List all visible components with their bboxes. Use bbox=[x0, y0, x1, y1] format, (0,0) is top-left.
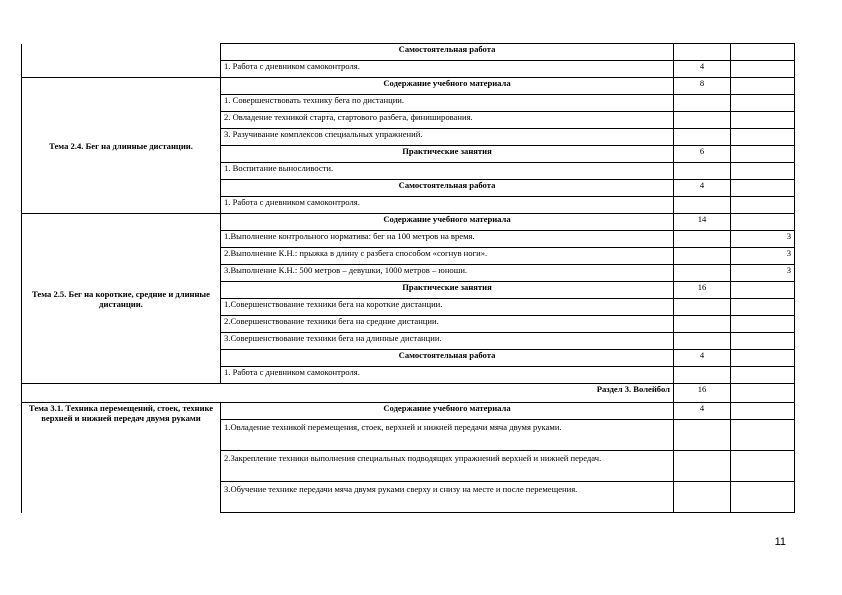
list-item: 1.Выполнение контрольного норматива: бег на 100 метров на время. bbox=[221, 231, 674, 248]
topic-2-5: Тема 2.5. Бег на короткие, средние и длинные дистанции. bbox=[22, 214, 221, 384]
hours-cell: 4 bbox=[674, 61, 731, 78]
list-item: 2.Выполнение К.Н.: прыжка в длину с разбега способом «согнув ноги». bbox=[221, 248, 674, 265]
self-work-header: Самостоятельная работа bbox=[221, 350, 674, 367]
list-item: 2.Совершенствование техники бега на средние дистанции. bbox=[221, 316, 674, 333]
list-item: 3.Обучение технике передачи мяча двумя руками сверху и снизу на месте и после перемещения. bbox=[221, 482, 674, 513]
hours-cell: 14 bbox=[674, 214, 731, 231]
level-cell: 3 bbox=[731, 231, 795, 248]
list-item: 1.Совершенствование техники бега на короткие дистанции. bbox=[221, 299, 674, 316]
hours-cell: 16 bbox=[674, 384, 731, 403]
list-item: 2.Закрепление техники выполнения специальных подводящих упражнений верхней и нижней передач. bbox=[221, 451, 674, 482]
list-item: 3. Разучивание комплексов специальных упражнений. bbox=[221, 129, 674, 146]
hours-cell: 6 bbox=[674, 146, 731, 163]
level-cell: 3 bbox=[731, 265, 795, 282]
content-header: Содержание учебного материала bbox=[221, 214, 674, 231]
hours-cell: 4 bbox=[674, 403, 731, 420]
practice-header: Практические занятия bbox=[221, 282, 674, 299]
topic-cell-empty bbox=[22, 44, 221, 78]
page-number: 11 bbox=[774, 536, 786, 548]
hours-cell: 4 bbox=[674, 180, 731, 197]
hours-cell: 16 bbox=[674, 282, 731, 299]
topic-2-4: Тема 2.4. Бег на длинные дистанции. bbox=[22, 78, 221, 214]
hours-cell: 8 bbox=[674, 78, 731, 95]
list-item: 1. Работа с дневником самоконтроля. bbox=[221, 367, 674, 384]
section-title: Раздел 3. Волейбол bbox=[22, 384, 674, 403]
list-item: 1. Работа с дневником самоконтроля. bbox=[221, 61, 674, 78]
hours-cell: 4 bbox=[674, 350, 731, 367]
level-cell: 3 bbox=[731, 248, 795, 265]
content-header: Содержание учебного материала bbox=[221, 403, 674, 420]
list-item: 1. Работа с дневником самоконтроля. bbox=[221, 197, 674, 214]
list-item: 1. Совершенствовать технику бега по дистанции. bbox=[221, 95, 674, 112]
list-item: 3.Выполнение К.Н.: 500 метров – девушки, 1000 метров – юноши. bbox=[221, 265, 674, 282]
content-header: Содержание учебного материала bbox=[221, 78, 674, 95]
list-item: 1. Воспитание выносливости. bbox=[221, 163, 674, 180]
practice-header: Практические занятия bbox=[221, 146, 674, 163]
list-item: 2. Овладение техникой старта, стартового разбега, финиширования. bbox=[221, 112, 674, 129]
curriculum-table bbox=[21, 43, 795, 513]
topic-3-1: Тема 3.1. Техника перемещений, стоек, технике верхней и нижней передач двумя руками bbox=[22, 403, 221, 513]
self-work-header: Самостоятельная работа bbox=[221, 44, 674, 61]
self-work-header: Самостоятельная работа bbox=[221, 180, 674, 197]
list-item: 1.Овладение техникой перемещения, стоек, верхней и нижней передачи мяча двумя руками. bbox=[221, 420, 674, 451]
list-item: 3.Совершенствование техники бега на длинные дистанции. bbox=[221, 333, 674, 350]
